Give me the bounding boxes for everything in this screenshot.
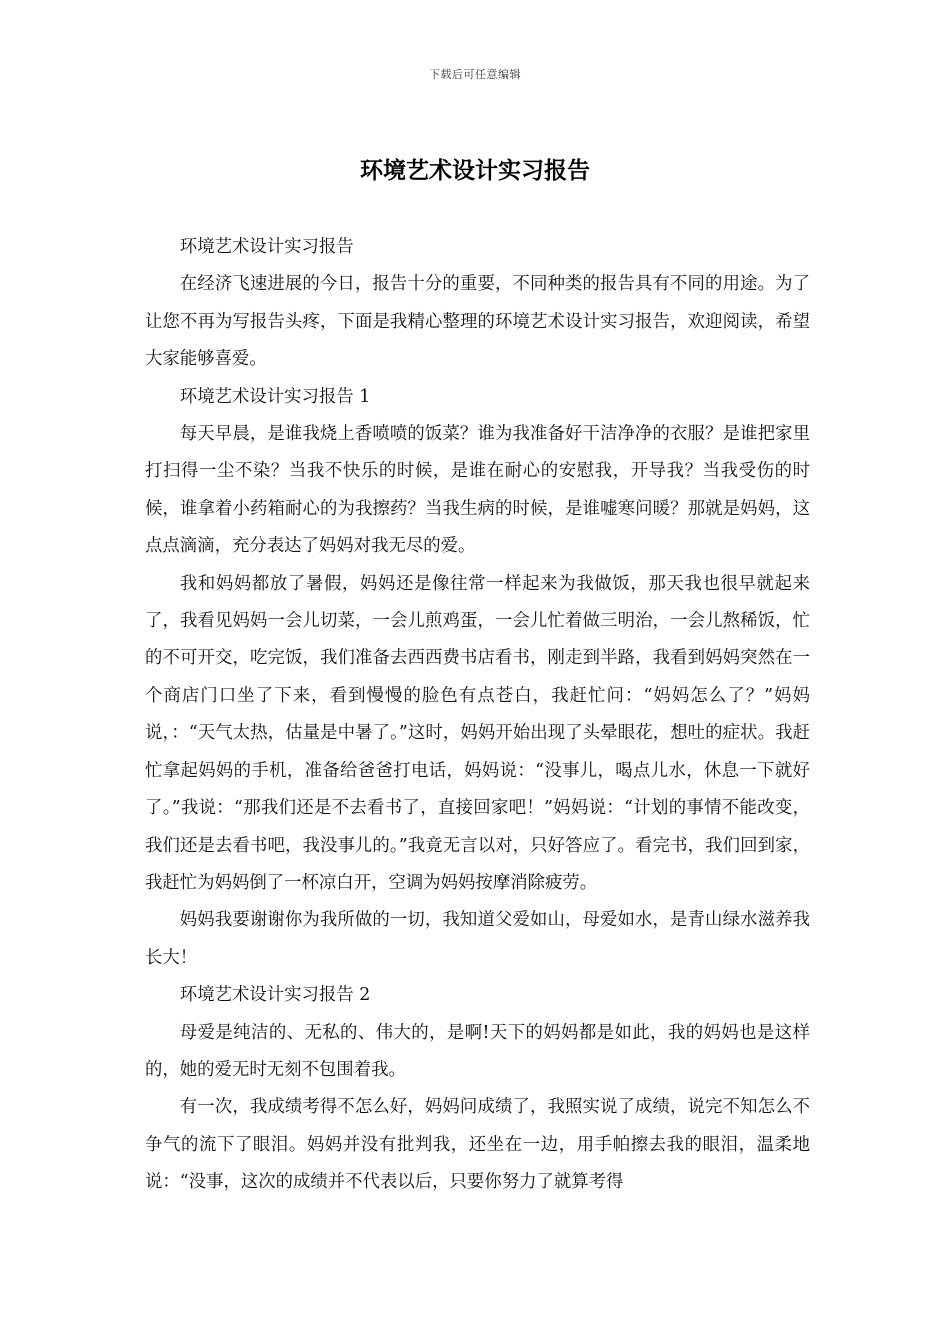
page-title: 环境艺术设计实习报告	[360, 157, 590, 184]
paragraph: 母爱是纯洁的、无私的、伟大的，是啊!天下的妈妈都是如此，我的妈妈也是这样的，她的爱无时无刻不包围着我。	[145, 1022, 810, 1080]
paragraph: 每天早晨，是谁我烧上香喷喷的饭菜？谁为我准备好干洁净净的衣服？是谁把家里打扫得一尘不染？当我不快乐的时候，是谁在耐心的安慰我，开导我？当我受伤的时候，谁拿着小药箱耐心的为我擦药？当我生病的时候，是谁嘘寒问暖？那就是妈妈，这点点滴滴，充分表达了妈妈对我无尽的爱。	[145, 424, 810, 557]
section-heading-2: 环境艺术设计实习报告 2	[179, 985, 371, 1006]
paragraph-intro: 在经济飞速进展的今日，报告十分的重要，不同种类的报告具有不同的用途。为了让您不再为写报告头疼，下面是我精心整理的环境艺术设计实习报告，欢迎阅读，希望大家能够喜爱。	[145, 274, 810, 370]
section-heading-1: 环境艺术设计实习报告 1	[179, 386, 371, 407]
paragraph: 妈妈我要谢谢你为我所做的一切，我知道父爱如山，母爱如水，是青山绿水滋养我长大！	[145, 910, 810, 968]
header-note: 下载后可任意编辑	[429, 68, 521, 81]
document-body	[145, 229, 810, 1202]
paragraph-subtitle: 环境艺术设计实习报告	[179, 237, 354, 257]
paragraph: 有一次，我成绩考得不怎么好，妈妈问成绩了，我照实说了成绩，说完不知怎么不争气的流下了眼泪。妈妈并没有批判我，还坐在一边，用手帕擦去我的眼泪，温柔地说：“没事，这次的成绩并不代表以后，只要你努力了就算考得	[145, 1097, 810, 1193]
paragraph: 我和妈妈都放了暑假，妈妈还是像往常一样起来为我做饭，那天我也很早就起来了，我看见妈妈一会儿切菜，一会儿煎鸡蛋，一会儿忙着做三明治，一会儿熬稀饭，忙的不可开交，吃完饭，我们准备去西西费书店看书，刚走到半路，我看到妈妈突然在一个商店门口坐了下来，看到慢慢的脸色有点苍白，我赶忙问：“妈妈怎么了？”妈妈说，：“天气太热，估量是中暑了。”这时，妈妈开始出现了头晕眼花，想吐的症状。我赶忙拿起妈妈的手机，准备给爸爸打电话，妈妈说：“没事儿，喝点儿水，休息一下就好了。”我说：“那我们还是不去看书了，直接回家吧！”妈妈说：“计划的事情不能改变，我们还是去看书吧，我没事儿的。”我竟无言以对，只好答应了。看完书，我们回到家，我赶忙为妈妈倒了一杯凉白开，空调为妈妈按摩消除疲劳。	[145, 573, 810, 893]
